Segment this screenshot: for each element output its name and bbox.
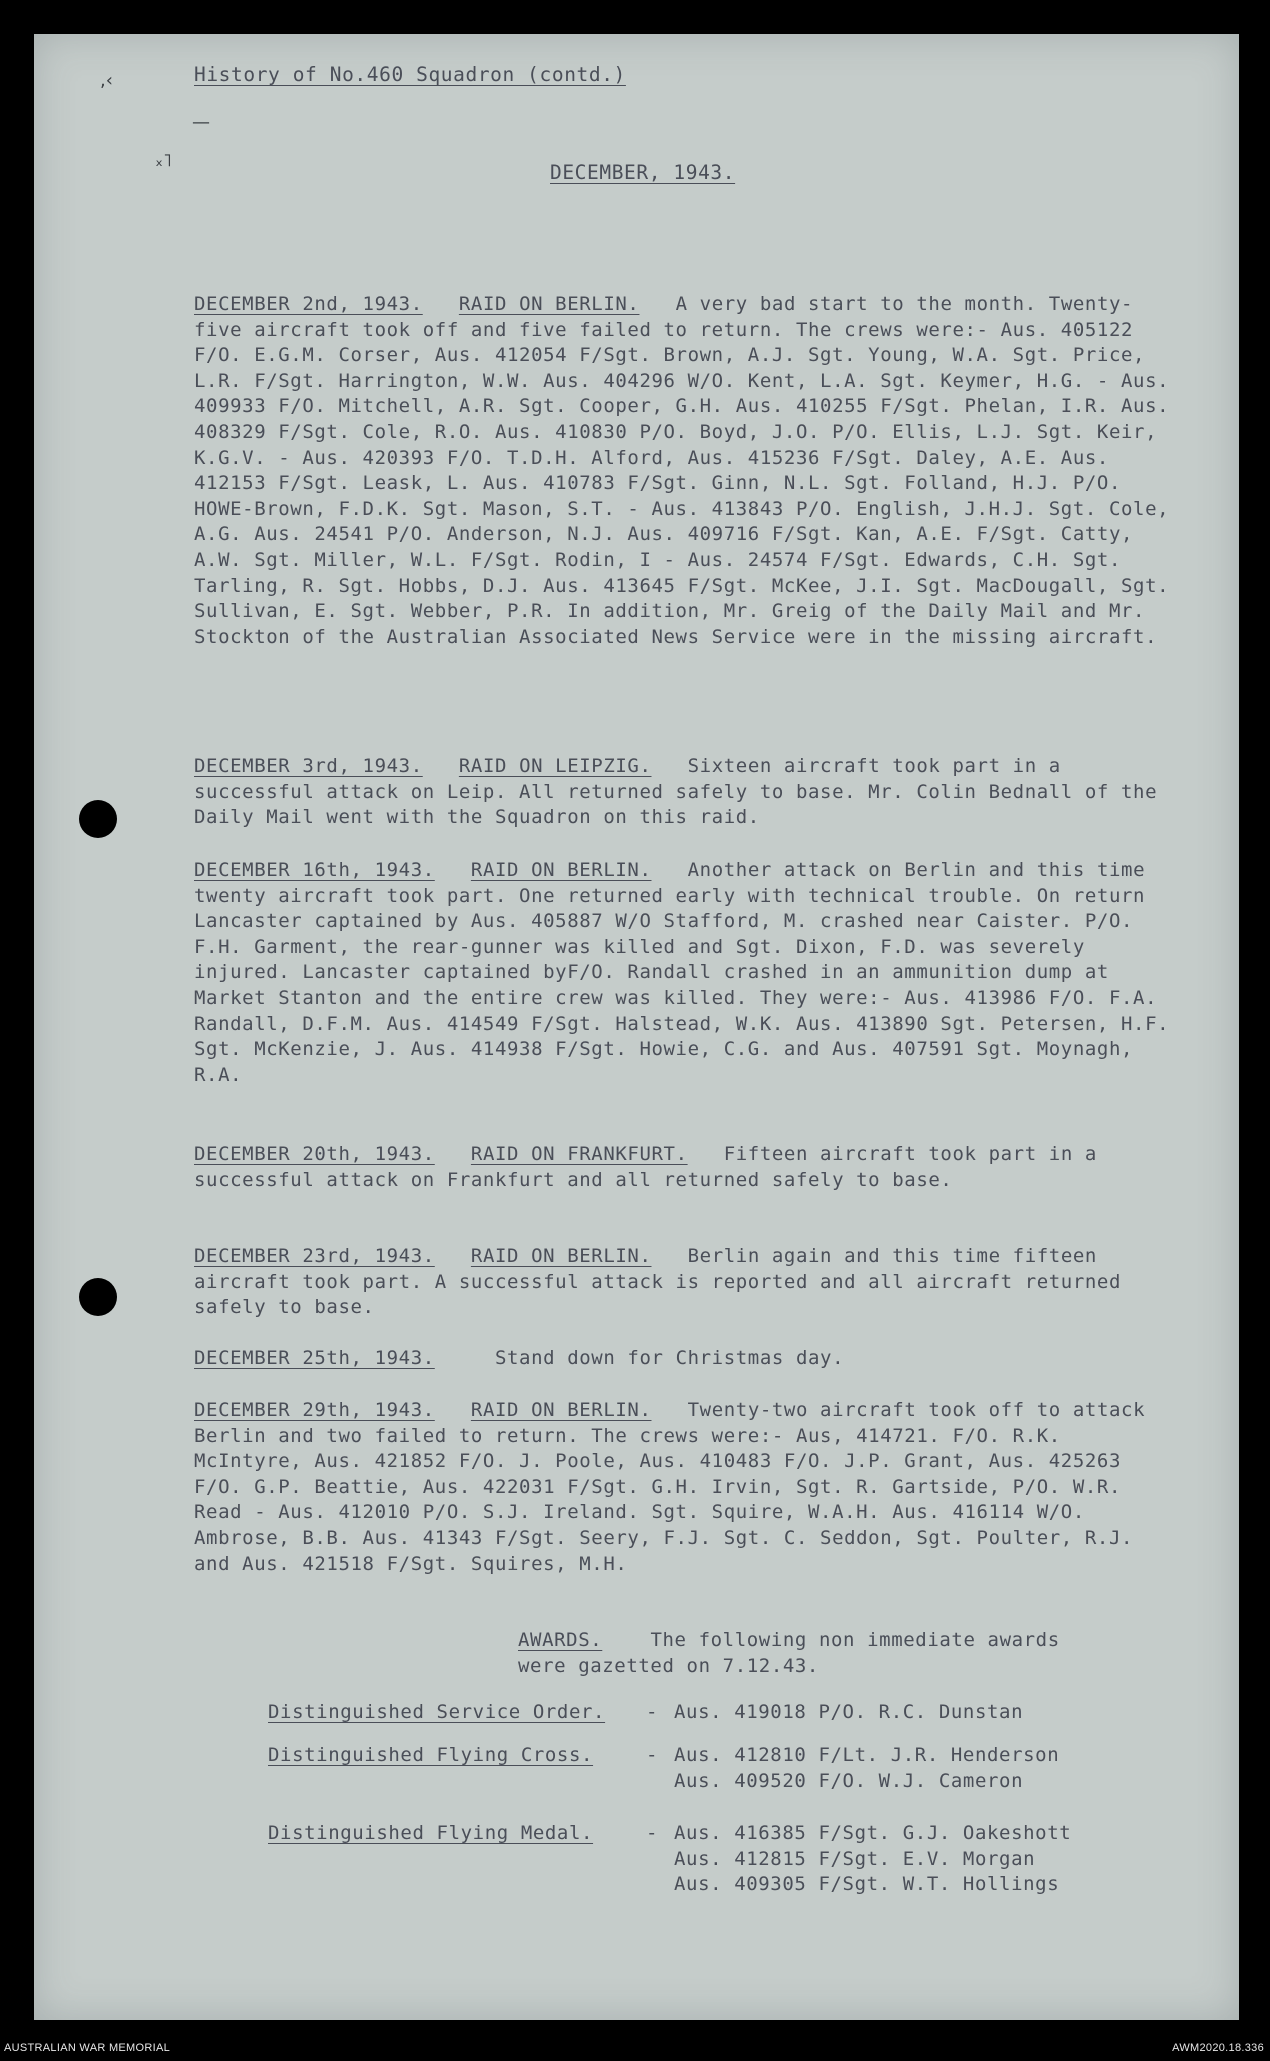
award-recipient: Aus. 409305 F/Sgt. W.T. Hollings bbox=[674, 1873, 1060, 1896]
entry-text: Twenty-two aircraft took off to attack Berlin and two failed to return. The crews were:- Aus, 414721. F/O. R.K. McIntyre, Aus. 421852 F/O. J. Poole, Aus. 410483 F/O. J.P. Grant, Aus. 425263 F/O. G.P. Beattie, Aus. 422031 F/Sgt. G.H. Irvin, Sgt. R. Gartside, P/O. W.R. Read - Aus. 412010 P/O. S.J. Ireland. Sgt. Squire, W.A.H. Aus. 416114 W/O. Ambrose, B.B. Aus. 41343 F/Sgt. Seery, F.J. Sgt. C. Seddon, Sgt. Poulter, R.J. and Aus. 421518 F/Sgt. Squires, M.H. bbox=[194, 1399, 1146, 1575]
entry-dec-25 bbox=[194, 1346, 1174, 1372]
entry-dec-23 bbox=[194, 1244, 1174, 1321]
entry-text: Sixteen aircraft took part in a successful attack on Leip. All returned safely to base. Mr. Colin Bednall of the Daily Mail went with the Squadron on this raid. bbox=[194, 755, 1158, 829]
entry-text: A very bad start to the month. Twenty-five aircraft took off and five failed to return. The crews were:- Aus. 405122 F/O. E.G.M. Corser, Aus. 412054 F/Sgt. Brown, A.J. Sgt. Young, W.A. Sgt. Price, L.R. F/Sgt. Harrington, W.W. Aus. 404296 W/O. Kent, L.A. Sgt. Keymer, H.G. - Aus. 409933 F/O. Mitchell, A.R. Sgt. Cooper, G.H. Aus. 410255 F/Sgt. Phelan, I.R. Aus. 408329 F/Sgt. Cole, R.O. Aus. 410830 P/O. Boyd, J.O. P/O. Ellis, L.J. Sgt. Keir, K.G.V. - Aus. 420393 F/O. T.D.H. Alford, Aus. 415236 F/Sgt. Daley, A.E. Aus. 412153 F/Sgt. Leask, L. Aus. 410783 F/Sgt. Ginn, N.L. Sgt. Folland, H.J. P/O. HOWE-Brown, F.D.K. Sgt. Mason, S.T. - Aus. 413843 P/O. English, J.H.J. Sgt. Cole, A.G. Aus. 24541 P/O. Anderson, N.J. Aus. 409716 F/Sgt. Kan, A.E. F/Sgt. Catty, A.W. Sgt. Miller, W.L. F/Sgt. Rodin, I - Aus. 24574 F/Sgt. Edwards, C.H. Sgt. Tarling, R. Sgt. Hobbs, D.J. Aus. 413645 F/Sgt. McKee, J.I. Sgt. MacDougall, Sgt. Sullivan, E. Sgt. Webber, P.R. In addition, Mr. Greig of the Daily Mail and Mr. Stockton of the Australian Associated News Service were in the missing aircraft. bbox=[194, 293, 1170, 648]
award-dash: - bbox=[646, 1701, 659, 1723]
entry-text: Another attack on Berlin and this time twenty aircraft took part. One returned early with technical trouble. On return Lancaster captained by Aus. 405887 W/O Stafford, M. crashed near Caister. P/O. F.H. Garment, the rear-gunner was killed and Sgt. Dixon, F.D. was severely injured. Lancaster captained byF/O. Randall crashed in an ammunition dump at Market Stanton and the entire crew was killed. They were:- Aus. 413986 F/O. F.A. Randall, D.F.M. Aus. 414549 F/Sgt. Halstead, W.K. Aus. 413890 Sgt. Petersen, H.F. Sgt. McKenzie, J. Aus. 414938 F/Sgt. Howie, C.G. and Aus. 407591 Sgt. Moynagh, R.A. bbox=[194, 859, 1170, 1086]
entry-text: Berlin again and this time fifteen aircraft took part. A successful attack is reported and all aircraft returned safely to base. bbox=[194, 1245, 1121, 1319]
entry-date: DECEMBER 3rd, 1943. bbox=[194, 755, 423, 777]
award-recipient: Aus. 412815 F/Sgt. E.V. Morgan bbox=[674, 1847, 1036, 1870]
punch-hole-top bbox=[79, 800, 117, 838]
award-dfm bbox=[268, 1821, 1071, 1898]
entry-dec-2 bbox=[194, 292, 1174, 650]
award-dfc bbox=[268, 1743, 1059, 1794]
entry-date: DECEMBER 25th, 1943. bbox=[194, 1347, 435, 1369]
entry-raid: RAID ON LEIPZIG. bbox=[458, 755, 652, 777]
entry-raid: RAID ON BERLIN. bbox=[470, 1245, 652, 1267]
entry-raid: RAID ON BERLIN. bbox=[470, 1399, 652, 1421]
entry-raid: RAID ON BERLIN. bbox=[470, 859, 652, 881]
entry-date: DECEMBER 23rd, 1943. bbox=[194, 1245, 435, 1267]
entry-date: DECEMBER 16th, 1943. bbox=[194, 859, 435, 881]
entry-date: DECEMBER 2nd, 1943. bbox=[194, 293, 423, 315]
pencil-mark-dash: — bbox=[192, 112, 210, 133]
entry-dec-29 bbox=[194, 1398, 1174, 1577]
awards-section bbox=[200, 1628, 1060, 1679]
page-header: History of No.460 Squadron (contd.) bbox=[194, 63, 626, 86]
entry-date: DECEMBER 29th, 1943. bbox=[194, 1399, 435, 1421]
award-recipient: Aus. 412810 F/Lt. J.R. Henderson bbox=[674, 1744, 1060, 1766]
entry-text: Fifteen aircraft took part in a successful attack on Frankfurt and all returned safely to base. bbox=[194, 1143, 1097, 1191]
awards-heading: AWARDS. bbox=[518, 1629, 603, 1651]
pencil-mark-top: ,‹ bbox=[100, 70, 113, 91]
award-recipients bbox=[674, 1821, 1071, 1898]
entry-dec-20 bbox=[194, 1142, 1174, 1193]
entry-raid: RAID ON BERLIN. bbox=[458, 293, 640, 315]
award-dso bbox=[268, 1700, 1023, 1726]
pencil-mark-bottom: ₓ˥ bbox=[155, 150, 172, 171]
entry-dec-16 bbox=[194, 858, 1174, 1088]
entry-text: Stand down for Christmas day. bbox=[494, 1347, 845, 1369]
month-title: DECEMBER, 1943. bbox=[550, 161, 736, 184]
punch-hole-bottom bbox=[79, 1278, 117, 1316]
footer-institution: AUSTRALIAN WAR MEMORIAL bbox=[4, 2042, 171, 2054]
award-category: Distinguished Flying Cross. bbox=[268, 1744, 594, 1766]
entry-raid: RAID ON FRANKFURT. bbox=[470, 1143, 688, 1165]
award-dash: - bbox=[646, 1822, 659, 1844]
entry-date: DECEMBER 20th, 1943. bbox=[194, 1143, 435, 1165]
award-category: Distinguished Flying Medal. bbox=[268, 1822, 594, 1844]
award-recipients bbox=[674, 1743, 1059, 1794]
award-recipient: Aus. 409520 F/O. W.J. Cameron bbox=[674, 1769, 1024, 1792]
entry-dec-3 bbox=[194, 754, 1174, 831]
footer-catalog-id: AWM2020.18.336 bbox=[1172, 2042, 1264, 2054]
awards-intro: The following non immediate awards were gazetted on 7.12.43. bbox=[518, 1629, 1060, 1677]
award-recipient: Aus. 419018 P/O. R.C. Dunstan bbox=[674, 1701, 1024, 1723]
award-category: Distinguished Service Order. bbox=[268, 1701, 606, 1723]
award-dash: - bbox=[646, 1744, 659, 1766]
award-recipient: Aus. 416385 F/Sgt. G.J. Oakeshott bbox=[674, 1822, 1072, 1844]
award-recipients bbox=[674, 1700, 1023, 1726]
